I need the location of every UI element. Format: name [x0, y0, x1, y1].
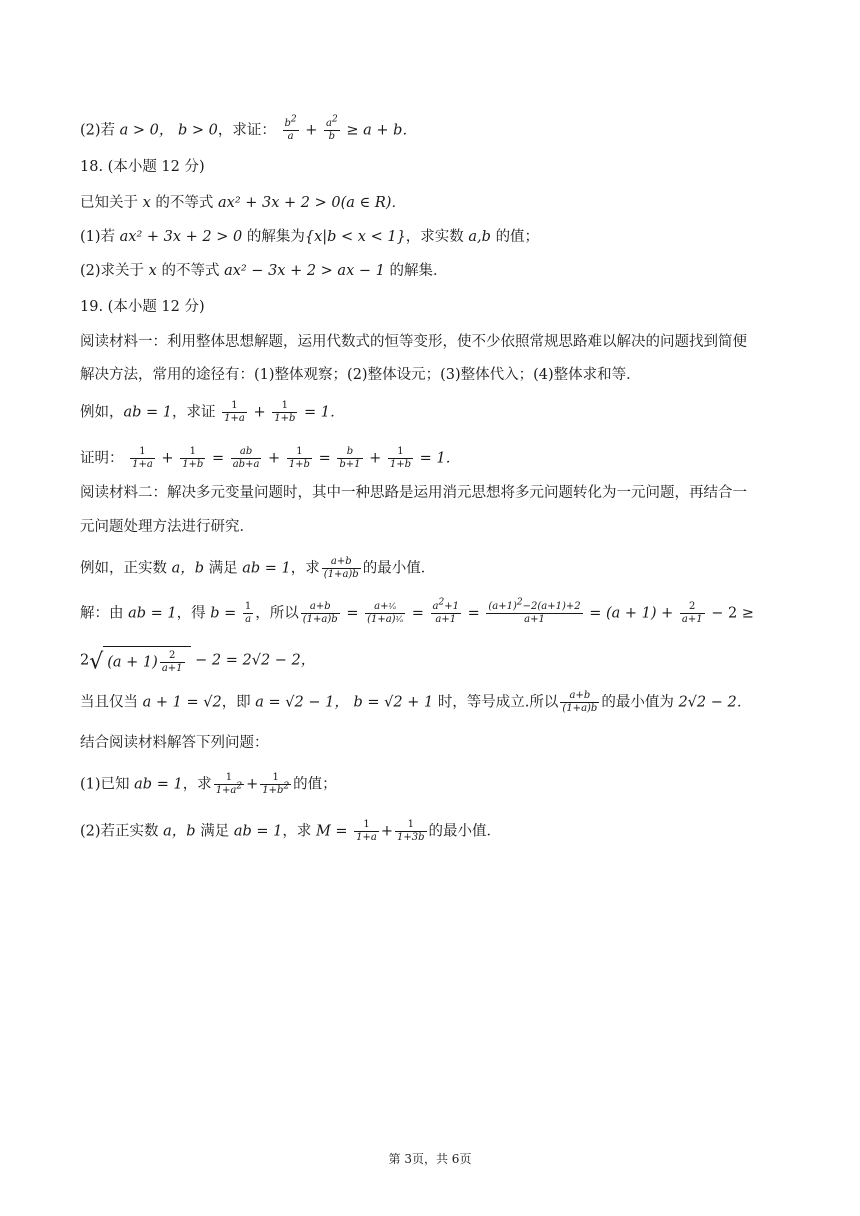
math-inline: ax² + 3x + 2 > 0	[119, 229, 243, 245]
question-19-part-2: (2)若正实数 a，b 满足 ab = 1，求 M = $\frac{1}{1+a}$ + $\frac{1}{1+3b}$ 的最小值．	[80, 819, 502, 843]
text: 的不等式	[155, 195, 214, 211]
text: ，得	[176, 605, 206, 622]
text: 的不等式	[161, 263, 220, 279]
example-1	[80, 400, 344, 425]
fraction: $\frac{1}{a}$	[244, 601, 252, 625]
fraction	[222, 400, 247, 425]
math-inline: 2√2 − 2．	[678, 694, 752, 711]
fraction: $\frac{1}{1+a}$	[132, 446, 153, 470]
text: ，求证	[172, 404, 216, 421]
question-18-part-2	[80, 261, 447, 281]
math-inline: ax² − 3x + 2 > ax − 1	[224, 263, 385, 279]
text: 已知关于	[80, 195, 138, 211]
example-2-solution-line-2: 2√ (a + 1) $\frac{2}{a+1}$ − 2 = 2√2 − 2，	[80, 646, 315, 675]
text: 的最小值．	[428, 823, 502, 840]
square-root: √ (a + 1) $\frac{2}{a+1}$	[89, 646, 190, 675]
math-inline: a + 1 = √2	[142, 694, 222, 711]
fraction: $\frac{a+b}{(1+a)b}$	[302, 601, 338, 625]
math-inline: ab = 1	[242, 560, 291, 577]
fraction-numerator: 1	[222, 400, 247, 413]
text: 例如，正实数	[80, 560, 167, 577]
math-inline: ab = 1	[128, 605, 177, 622]
math-operator: ≥	[741, 605, 754, 622]
example-2	[80, 556, 435, 581]
problem-17-part-2	[80, 114, 417, 143]
text: ，求	[282, 823, 312, 840]
text: 证明：	[80, 450, 124, 467]
text: 的最小值．	[362, 560, 436, 577]
math-inline: ≥ a + b．	[346, 122, 417, 139]
math-inline: = 1．	[419, 450, 461, 467]
text: (2)若	[80, 122, 116, 139]
text: 的值；	[495, 229, 540, 245]
reading-material-1-line-2: 解决方法，常用的途径有：(1)整体观察；(2)整体设元；(3)整体代入；(4)整体求和等．	[80, 367, 641, 383]
text: 当且仅当	[80, 694, 138, 711]
text: 的解集为	[246, 229, 305, 245]
fraction-numerator: b2	[284, 114, 297, 129]
page-footer: 第 3页，共 6页	[388, 1152, 472, 1166]
fraction	[283, 114, 299, 143]
text: ，即	[221, 694, 251, 711]
text: ，所以	[255, 605, 299, 622]
example-2-solution-line-1: 解：由 ab = 1，得 b = $\frac{1}{a}$ ，所以 $\frac{a+b}{(1+a)b}$ = $\frac{\text{a+¹⁄ₐ}}{\text{(1+a)¹⁄ₐ}}$ = $\frac{a2+1}{a+1}$ = $\frac{(a+1)2-2(a+1)+2}{a+1}$ = (a + 1) + $\frac{2}{a+1}$ − 2 ≥	[80, 597, 754, 625]
fraction: $\frac{1}{1+3b}$	[397, 819, 425, 843]
fraction	[272, 400, 297, 425]
math-inline: a，b	[163, 823, 196, 840]
fraction	[324, 114, 340, 143]
fraction: $\frac{1}{1+b}$	[288, 446, 310, 470]
math-inline: a,b	[468, 229, 491, 245]
fraction: $\frac{1}{1+b}$	[389, 446, 412, 470]
math-inline: x	[142, 195, 151, 211]
math-inline: a = √2 − 1，	[255, 694, 349, 711]
math-inline: b > 0	[178, 122, 218, 139]
math-inline: {x|b < x < 1}	[304, 229, 406, 245]
math-inline: x	[148, 263, 157, 279]
example-1-proof: 证明： $\frac{1}{1+a}$ + $\frac{1}{1+b}$ = $\frac{ab}{ab+a}$ + $\frac{1}{1+b}$ = $\frac{b}{b+1}$ + $\frac{1}{1+b}$ = 1．	[80, 446, 461, 470]
math-operator: +	[305, 122, 318, 139]
text: (2)若正实数	[80, 823, 159, 840]
fraction-denominator: 1+a	[224, 413, 245, 424]
fraction: $\frac{1}{1+a2}$	[215, 772, 243, 796]
fraction: $\frac{a2+1}{a+1}$	[432, 597, 459, 625]
question-18-intro	[80, 193, 406, 213]
fraction: $\frac{ab}{ab+a}$	[232, 446, 260, 470]
fraction: $\frac{\text{a+¹⁄ₐ}}{\text{(1+a)¹⁄ₐ}}$	[367, 601, 404, 625]
math-inline: − 2 = 2√2 − 2，	[195, 652, 316, 669]
math-operator: +	[253, 404, 266, 421]
text: ，求	[290, 560, 320, 577]
question-19-part-1: (1)已知 ab = 1，求 $\frac{1}{1+a2}$ + $\frac{1}{1+b2}$ 的值；	[80, 772, 337, 796]
fraction: $\frac{1}{1+b}$	[182, 446, 204, 470]
fraction-numerator: a2	[326, 114, 338, 129]
text: 的解集．	[389, 263, 448, 279]
fraction: $\frac{1}{1+b2}$	[262, 772, 290, 796]
fraction-denominator: a	[287, 131, 294, 142]
math-inline: ab = 1	[233, 823, 283, 840]
math-inline: a > 0，	[119, 122, 174, 139]
text: 解：由	[80, 605, 124, 622]
equality-condition	[80, 690, 751, 715]
fraction: $\frac{1}{1+a}$	[356, 819, 377, 843]
fraction-denominator: b	[328, 131, 336, 142]
text: 的值；	[293, 776, 337, 793]
reading-material-1-line-1: 阅读材料一：利用整体思想解题，运用代数式的恒等变形，使不少依照常规思路难以解决的问题找到简便	[80, 334, 747, 350]
math-inline: a，b	[171, 560, 205, 577]
fraction-denominator: 1+b	[274, 413, 296, 424]
reading-material-2-line-2: 元问题处理方法进行研究．	[80, 519, 254, 535]
text: 时，等号成立.所以	[437, 694, 559, 711]
math-inline: ax² + 3x + 2 > 0(a ∈ R)．	[218, 195, 406, 211]
math-inline: ab = 1	[134, 776, 183, 793]
question-18-heading: 18. (本小题 12 分)	[80, 159, 205, 175]
question-18-part-1	[80, 227, 539, 247]
text: ，求	[182, 776, 212, 793]
fraction: $\frac{(a+1)2-2(a+1)+2}{a+1}$	[488, 597, 581, 625]
math-inline: b =	[210, 605, 237, 622]
reading-material-2-line-1: 阅读材料二：解决多元变量问题时，其中一种思路是运用消元思想将多元问题转化为一元问题，再结合一	[80, 485, 747, 501]
text: ，求实数	[405, 229, 464, 245]
fraction: $\frac{a+b}{(1+a)b}$	[323, 556, 359, 580]
text: 满足	[200, 823, 230, 840]
fraction: $\frac{a+b}{(1+a)b}$	[562, 690, 598, 714]
fraction: $\frac{b}{b+1}$	[339, 446, 361, 470]
fraction-numerator: 1	[272, 400, 297, 413]
math-inline: ab = 1	[123, 404, 173, 421]
combine-instruction: 结合阅读材料解答下列问题：	[80, 735, 269, 751]
text: (1)若	[80, 229, 116, 245]
text: 满足	[208, 560, 238, 577]
text: 的最小值为	[601, 694, 674, 711]
text: (1)已知	[80, 776, 130, 793]
math-inline: b = √2 + 1	[353, 694, 434, 711]
math-inline: M =	[315, 823, 348, 840]
text: (2)求关于	[80, 263, 145, 279]
text: 例如，	[80, 404, 124, 421]
question-19-heading: 19. (本小题 12 分)	[80, 299, 205, 315]
math-inline: = 1．	[303, 404, 345, 421]
text: ，求证：	[217, 122, 276, 139]
fraction: $\frac{2}{a+1}$	[681, 601, 703, 625]
